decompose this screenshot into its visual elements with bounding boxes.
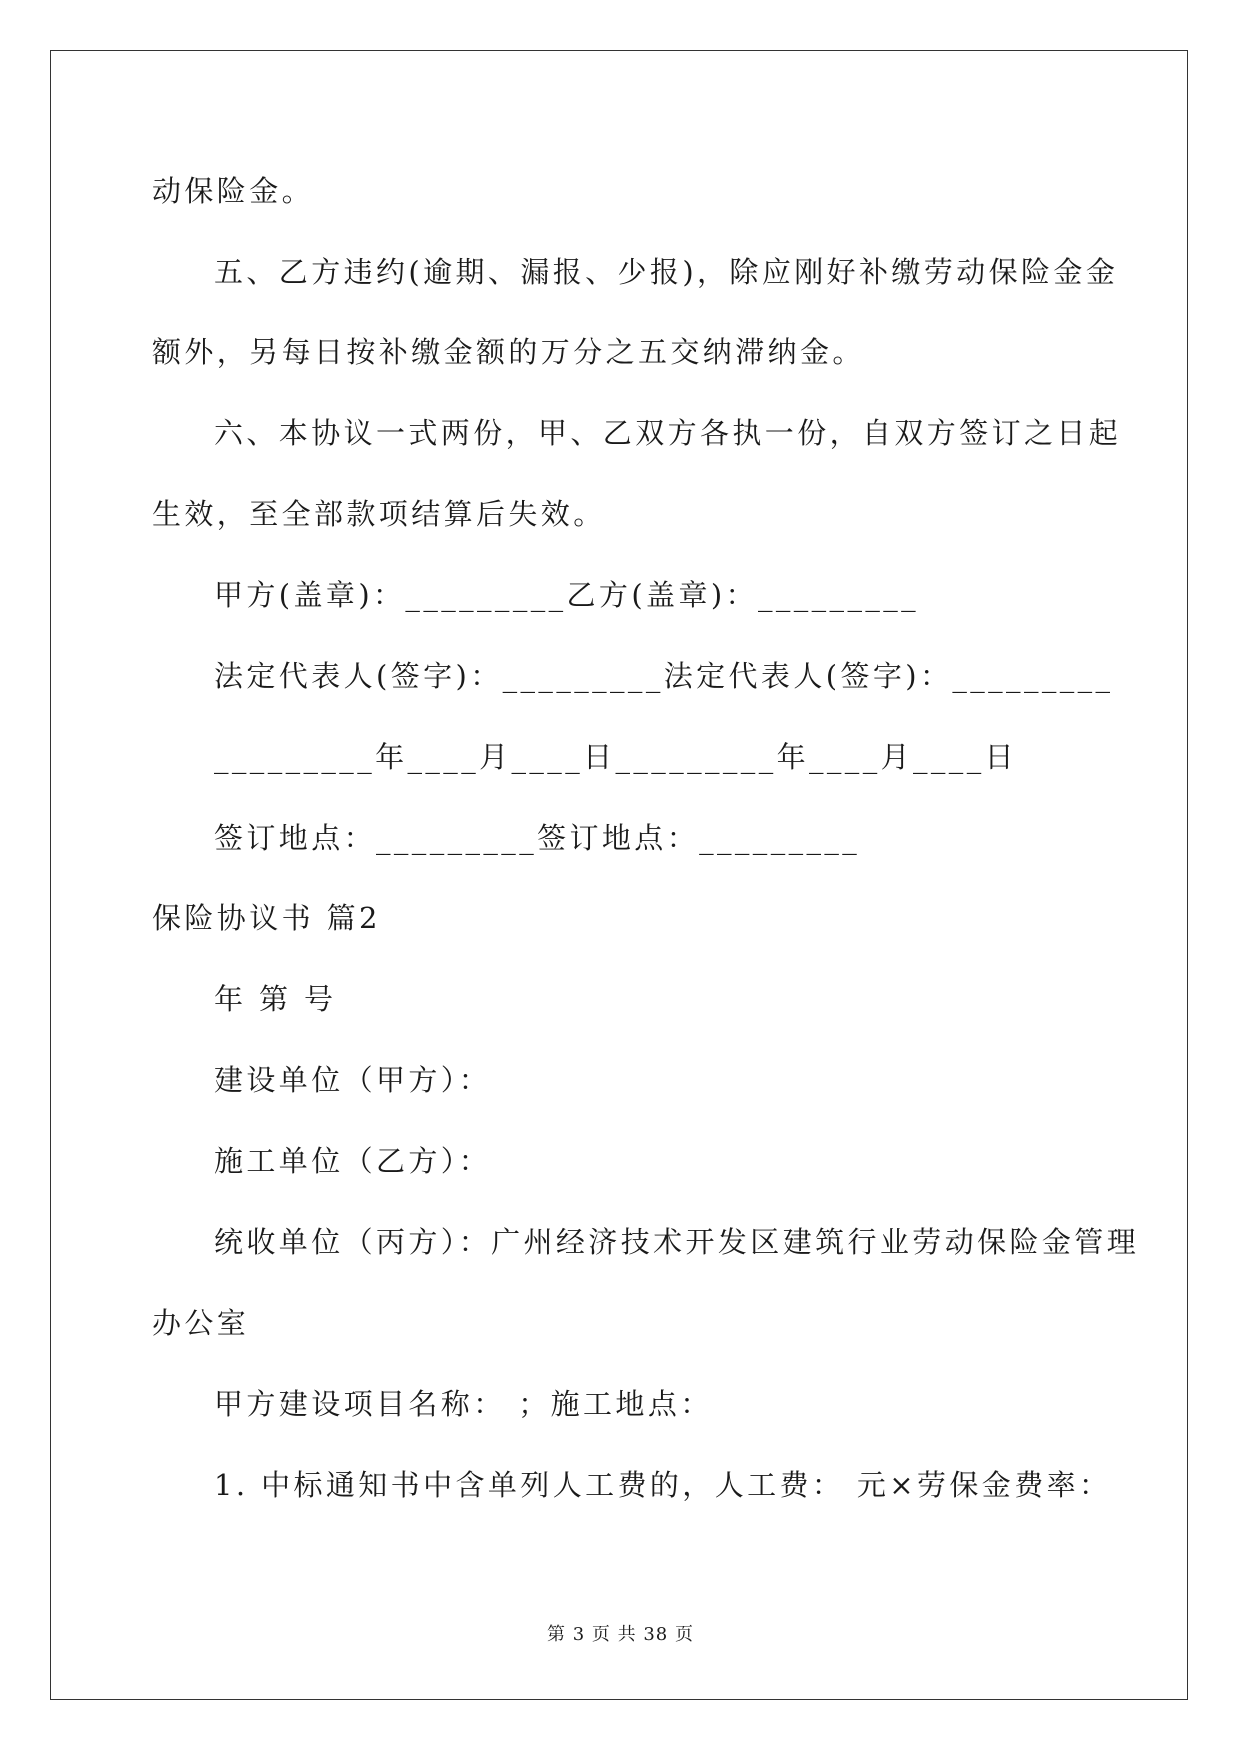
party-c-line: 统收单位（丙方）：广州经济技术开发区建筑行业劳动保险金管理 xyxy=(214,1225,1140,1259)
document-number-line: 年 第 号 xyxy=(214,982,337,1016)
party-b-line: 施工单位（乙方）： xyxy=(214,1144,492,1178)
project-info-line: 甲方建设项目名称： ；施工地点： xyxy=(214,1387,713,1421)
signing-place-line: 签订地点：_________签订地点：_________ xyxy=(214,821,861,855)
page-footer: 第 3 页 共 38 页 xyxy=(547,1624,694,1645)
paragraph-line: 生效，至全部款项结算后失效。 xyxy=(152,497,606,531)
item-one-line: 1. 中标通知书中含单列人工费的，人工费： 元×劳保金费率： xyxy=(214,1468,1112,1502)
section-heading: 保险协议书 篇2 xyxy=(152,901,381,935)
clause-six-line: 六、本协议一式两份，甲、乙双方各执一份，自双方签订之日起 xyxy=(214,416,1122,450)
paragraph-line: 动保险金。 xyxy=(152,174,315,208)
representative-signature-line: 法定代表人(签字)：_________法定代表人(签字)：_________ xyxy=(214,659,1114,693)
page-border xyxy=(50,50,1188,1700)
paragraph-line: 办公室 xyxy=(152,1306,250,1340)
clause-five-line: 五、乙方违约(逾期、漏报、少报)，除应刚好补缴劳动保险金金 xyxy=(214,255,1119,289)
date-line: _________年____月____日_________年____月____日 xyxy=(214,740,1017,774)
paragraph-line: 额外，另每日按补缴金额的万分之五交纳滞纳金。 xyxy=(152,335,865,369)
seal-signature-line: 甲方(盖章)：_________乙方(盖章)：_________ xyxy=(214,578,920,612)
party-a-line: 建设单位（甲方）： xyxy=(214,1063,492,1097)
